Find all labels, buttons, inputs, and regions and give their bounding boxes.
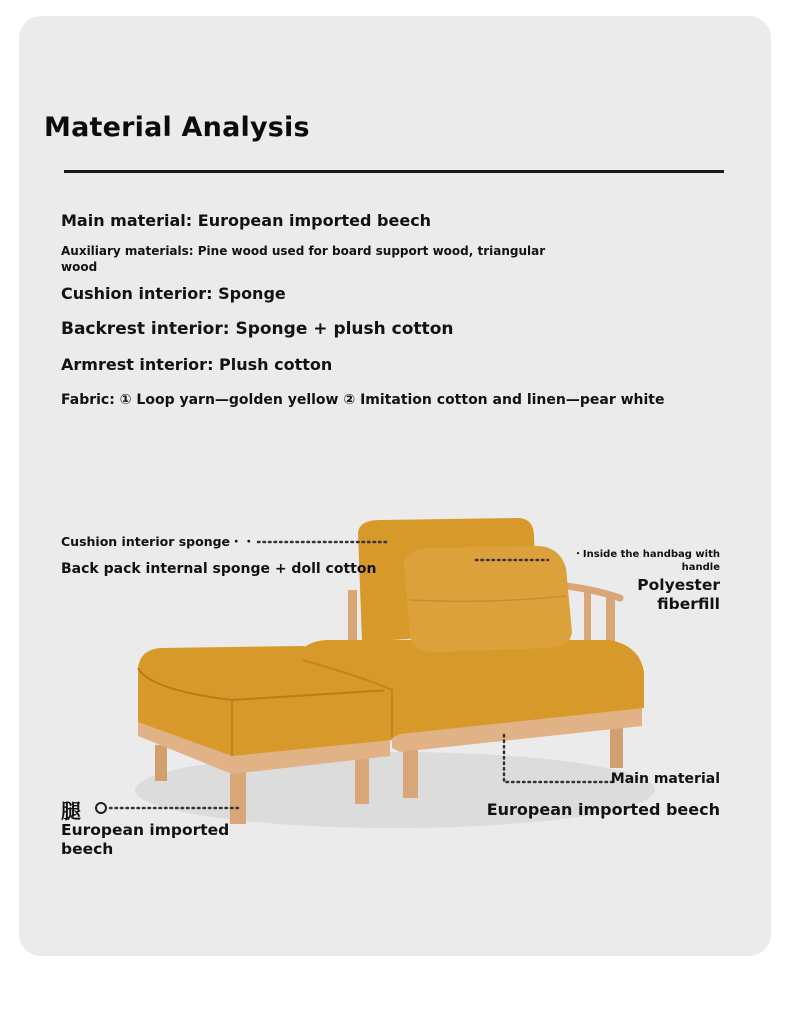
page-title: Material Analysis: [44, 112, 310, 143]
spec-armrest-interior: Armrest interior: Plush cotton: [61, 355, 333, 374]
spec-fabric: Fabric: ① Loop yarn—golden yellow ② Imitation cotton and linen—pear white: [61, 392, 665, 408]
callout-polyester: Polyester fiberfill: [637, 576, 720, 613]
callout-cushion-sponge: Cushion interior sponge・・: [61, 534, 256, 549]
callout-leg-beech: European imported beech: [61, 821, 230, 858]
callout-back-pack: Back pack internal sponge + doll cotton: [61, 561, 377, 577]
callout-leg-char: 腿: [61, 799, 81, 823]
callout-main-material: Main material: [610, 771, 720, 787]
leg-marker-icon: [96, 803, 106, 813]
callout-main-beech: European imported beech: [486, 800, 720, 819]
spec-backrest-interior: Backrest interior: Sponge + plush cotton: [61, 319, 454, 339]
spec-cushion-interior: Cushion interior: Sponge: [61, 284, 286, 303]
spec-main-material: Main material: European imported beech: [61, 211, 432, 230]
spec-auxiliary-materials: Auxiliary materials: Pine wood used for board support wood, triangular wood: [61, 244, 546, 274]
callout-handbag: ・Inside the handbag with handle: [572, 549, 720, 573]
